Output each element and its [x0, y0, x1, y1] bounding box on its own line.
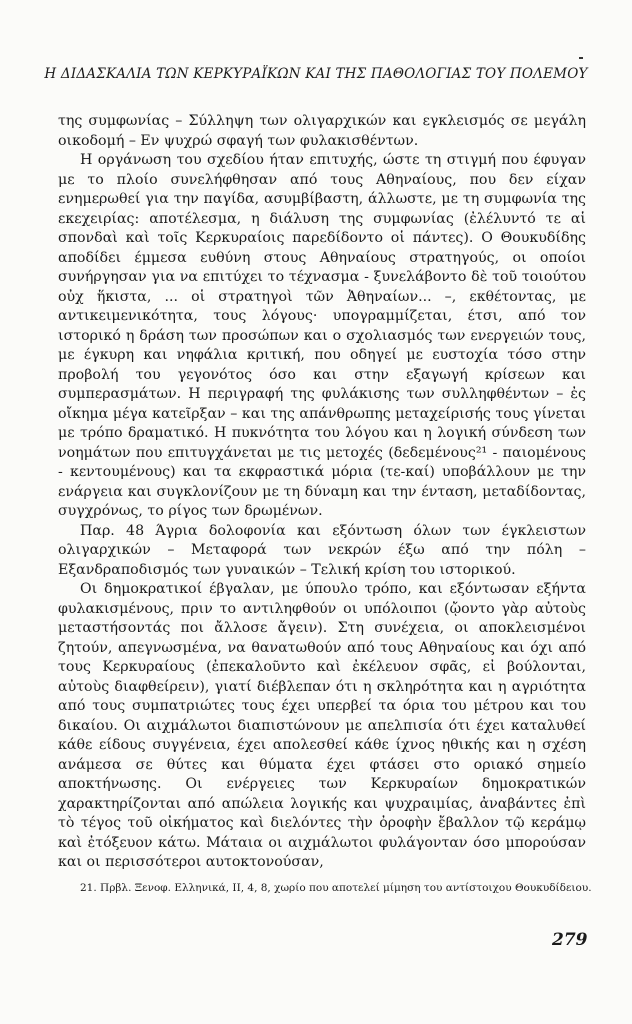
main-text [58, 112, 586, 873]
paragraph-continuation: της συμφωνίας – Σύλληψη των ολιγαρχικών και εγκλεισμός σε μεγάλη οικοδομή – Εν ψυχρώ σφαγή των φυλακισθέντων. [58, 113, 586, 149]
paragraph-section-heading: Παρ. 48 Άγρια δολοφονία και εξόντωση όλων των έγκλειστων ολιγαρχικών – Μεταφορά των νεκρών έξω από την πόλη – Εξανδραποδισμός των γυναικών – Τελική κρίση του ιστορικού. [58, 522, 586, 578]
running-header: Η ΔΙΔΑΣΚΑΛΙΑ ΤΩΝ ΚΕΡΚΥΡΑΪΚΩΝ ΚΑΙ ΤΗΣ ΠΑΘΟΛΟΓΙΑΣ ΤΟΥ ΠΟΛΕΜΟΥ [44, 66, 588, 82]
scan-mark [579, 57, 583, 59]
paragraph: Η οργάνωση του σχεδίου ήταν επιτυχής, ώστε τη στιγμή που έφυγαν με το πλοίο συνελήφθησαν από τους Αθηναίους, που δεν είχαν ενημερωθεί για την παγίδα, ασυμβίβαστη, άλλωστε, με τη συμφωνία της εκεχειρίας: αποτέλεσμα, η διάλυση της συμφωνίας (ἐλέλυντό τε αἱ σπονδαὶ καὶ τοῖς Κερκυραίοις παρεδίδοντο οἱ πάντες). Ο Θουκυδίδης αποδίδει έμμεσα ευθύνη στους Αθηναίους στρατηγούς, οι οποίοι συνήργησαν για να επιτύχει το τέχνασμα - ξυνελάβοντο δὲ τοῦ τοιούτου οὐχ ἥκιστα, ... οἱ στρατηγοὶ τῶν Ἀθηναίων... –, εκθέτοντας, με αντικειμενικότητα, τους λόγους· υπογραμμίζεται, έτσι, από τον ιστορικό η δράση των προσώπων και ο σχολιασμός των ενεργειών τους, με έγκυρη και νηφάλια κριτική, που οδηγεί με ευστοχία τόσο στην προβολή του γεγονότος όσο και στην εξαγωγή κρίσεων και συμπερασμάτων. Η περιγραφή της φυλάκισης των συλληφθέντων – ἐς οἴκημα μέγα κατεῖρξαν – και της απάνθρωπης μεταχείρισής τους γίνεται με τρόπο δραματικό. Η πυκνότητα του λόγου και η λογική σύνδεση των νοημάτων που επιτυγχάνεται με τις μετοχές (δεδεμένους²¹ - παιομένους - κεντουμένους) και τα εκφραστικά μόρια (τε-καί) υποβάλλουν με την ενάργεια και συγκλονίζουν με τη δύναμη και την ένταση, μεταδίδοντας, συγχρόνως, το ρίγος των δρωμένων. [58, 152, 586, 519]
page-number: 279 [552, 930, 588, 950]
paragraph: Οι δημοκρατικοί έβγαλαν, με ύπουλο τρόπο, και εξόντωσαν εξήντα φυλακισμένους, πριν το αντιληφθούν οι υπόλοιποι (ᾤοντο γὰρ αὐτοὺς μεταστήσοντάς ποι ἄλλοσε ἄγειν). Στη συνέχεια, οι αποκλεισμένοι ζητούν, απεγνωσμένα, να θανατωθούν από τους Αθηναίους και όχι από τους Κερκυραίους (ἐπεκαλοῦντο καὶ ἐκέλευον σφᾶς, εἰ βούλονται, αὐτοὺς διαφθείρειν), γιατί διέβλεπαν ότι η σκληρότητα και η αγριότητα από τους συμπατριώτες τους έχει υπερβεί τα όρια του μέτρου και του δικαίου. Οι αιχμάλωτοι διαπιστώνουν με απελπισία ότι έχει καταλυθεί κάθε είδους συγγένεια, έχει απολεσθεί κάθε ίχνος ηθικής και η σχέση ανάμεσα σε θύτες και θύματα έχει φτάσει στο οριακό σημείο αποκτήνωσης. Οι ενέργειες των Κερκυραίων δημοκρατικών χαρακτηρίζονται από απώλεια λογικής και ψυχραιμίας, ἀναβάντες ἐπὶ τὸ τέγος τοῦ οἰκήματος καὶ διελόντες τὴν ὀροφὴν ἔβαλλον τῷ κεράμῳ καὶ ἐτόξευον κάτω. Μάταια οι αιχμάλωτοι φυλάγονταν όσο μπορούσαν και οι περισσότεροι αυτοκτονούσαν, [58, 581, 586, 870]
footnote: 21. Πρβλ. Ξενοφ. Ελληνικά, ΙΙ, 4, 8, χωρίο που αποτελεί μίμηση του αντίστοιχου Θουκυδίδειου. [80, 882, 592, 894]
